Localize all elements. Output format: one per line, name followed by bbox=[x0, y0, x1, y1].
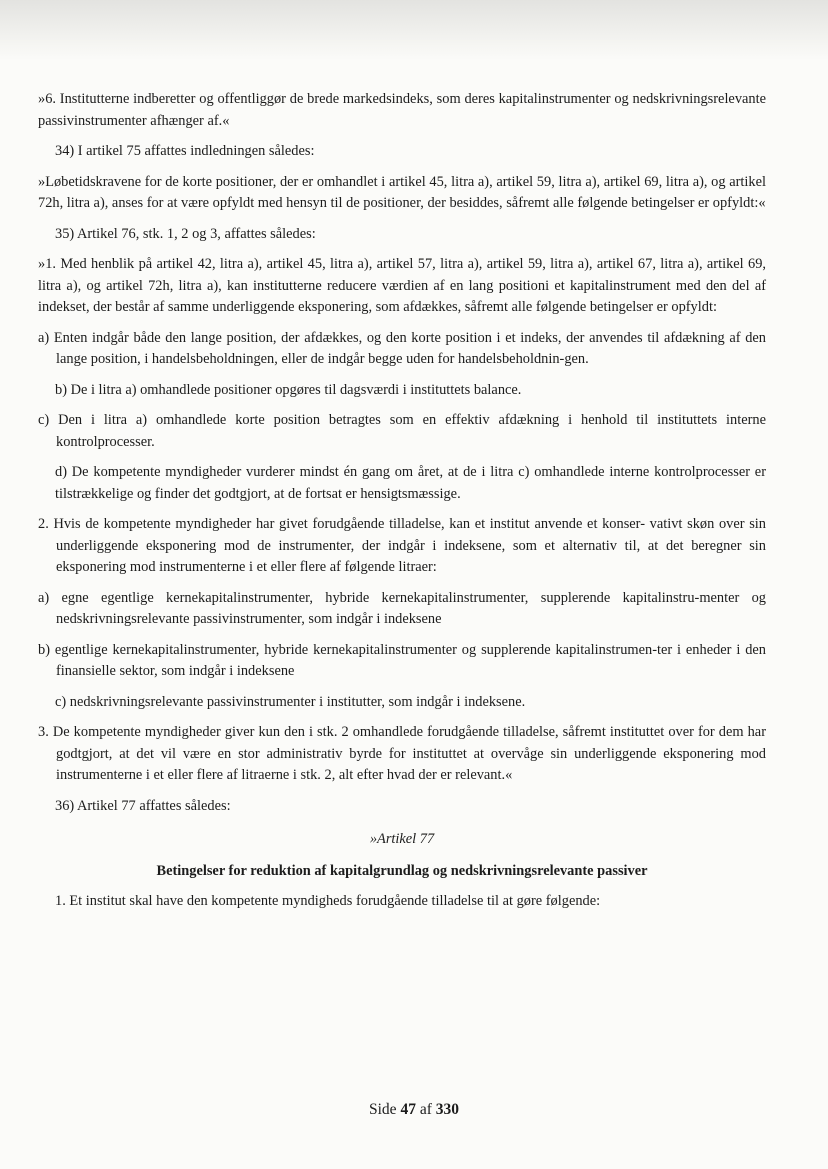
paragraph-article-77-stk-1: 1. Et institut skal have den kompetente myndigheds forudgående tilladelse til at gøre følgende: bbox=[55, 893, 601, 909]
paragraph-indberetning: »6. Institutterne indberetter og offentliggør de brede markedsindeks, som deres kapitalinstrumenter og nedskrivningsrelevante passivinstrumenter afhænger af.« bbox=[38, 91, 766, 129]
document-body bbox=[38, 89, 766, 913]
footer-middle: af bbox=[419, 1101, 432, 1118]
list-item-d: d) De kompetente myndigheder vurderer mindst én gang om året, at de i litra c) omhandlede interne kontrolprocesser er tilstrækkelige og finder det godtgjort, at de fortsat er hensigtsmæssige. bbox=[55, 464, 766, 502]
paragraph-stk-1: »1. Med henblik på artikel 42, litra a), artikel 45, litra a), artikel 57, litra a), artikel 59, litra a), artikel 67, litra a), artikel 69, litra a), og artikel 72h, litra a), kan institutterne reducere værdien af en lang positioni et kapitalinstrument med den del af indekset, der består af samme underliggende eksponering, som afdækkes, såfremt alle følgende betingelser er opfyldt: bbox=[38, 256, 766, 315]
paragraph-amendment-34: 34) I artikel 75 affattes indledningen således: bbox=[55, 143, 315, 159]
list-item-a: a) Enten indgår både den lange position, der afdækkes, og den korte position i et indeks, der anvendes til afdækning af den lange position, i handelsbeholdningen, eller de indgår begge uden for handelsbeholdnin-gen. bbox=[38, 329, 766, 367]
list-item-c: c) Den i litra a) omhandlede korte position betragtes som en effektiv afdækning i henhold til instituttets interne kontrolprocesser. bbox=[38, 412, 766, 450]
list-item-stk2-c: c) nedskrivningsrelevante passivinstrumenter i institutter, som indgår i indeksene. bbox=[55, 693, 526, 710]
list-item-b: b) De i litra a) omhandlede positioner opgøres til dagsværdi i instituttets balance. bbox=[55, 381, 522, 398]
paragraph-stk-3: 3. De kompetente myndigheder giver kun den i stk. 2 omhandlede forudgående tilladelse, såfremt instituttet over for dem har godtgjort, at det vil være en stor administrativ byrde for instituttet at overvåge sin underliggende eksponering mod instrumenterne i et eller flere af litraerne i stk. 2, alt efter hvad der er relevant.« bbox=[38, 724, 766, 783]
list-item-stk2-a: a) egne egentlige kernekapitalinstrumenter, hybride kernekapitalinstrumenter, supplerende kapitalinstru-menter og nedskrivningsrelevante passivinstrumenter, som indgår i indeksene bbox=[38, 589, 766, 627]
list-item-stk2-b: b) egentlige kernekapitalinstrumenter, hybride kernekapitalinstrumenter og supplerende kapitalinstrumen-ter i enheder i den finansielle sektor, som indgår i indeksene bbox=[38, 641, 766, 679]
article-title: »Artikel 77 bbox=[369, 831, 435, 847]
page-footer bbox=[0, 1101, 828, 1119]
paragraph-amendment-36: 36) Artikel 77 affattes således: bbox=[55, 797, 231, 814]
article-heading: Betingelser for reduktion af kapitalgrundlag og nedskrivningsrelevante passiver bbox=[156, 862, 648, 879]
footer-prefix: Side bbox=[369, 1101, 397, 1118]
scan-shadow bbox=[0, 0, 828, 60]
paragraph-stk-2: 2. Hvis de kompetente myndigheder har givet forudgående tilladelse, kan et institut anvende et konser- vativt skøn over sin underliggende eksponering mod de instrumenter, der indgår i indeksene, som et alternativ til, at det beregner sin eksponering mod instrumenterne i et eller flere af følgende litraer: bbox=[38, 516, 766, 575]
paragraph-loebetidskrav: »Løbetidskravene for de korte positioner, der er omhandlet i artikel 45, litra a), artikel 59, litra a), artikel 69, litra a), og artikel 72h, litra a), anses for at være opfyldt med hensyn til de positioner, der besiddes, såfremt alle følgende betingelser er opfyldt:« bbox=[38, 173, 766, 211]
footer-total-pages: 330 bbox=[435, 1101, 459, 1118]
paragraph-amendment-35: 35) Artikel 76, stk. 1, 2 og 3, affattes således: bbox=[55, 225, 316, 242]
footer-page-number: 47 bbox=[400, 1101, 416, 1118]
